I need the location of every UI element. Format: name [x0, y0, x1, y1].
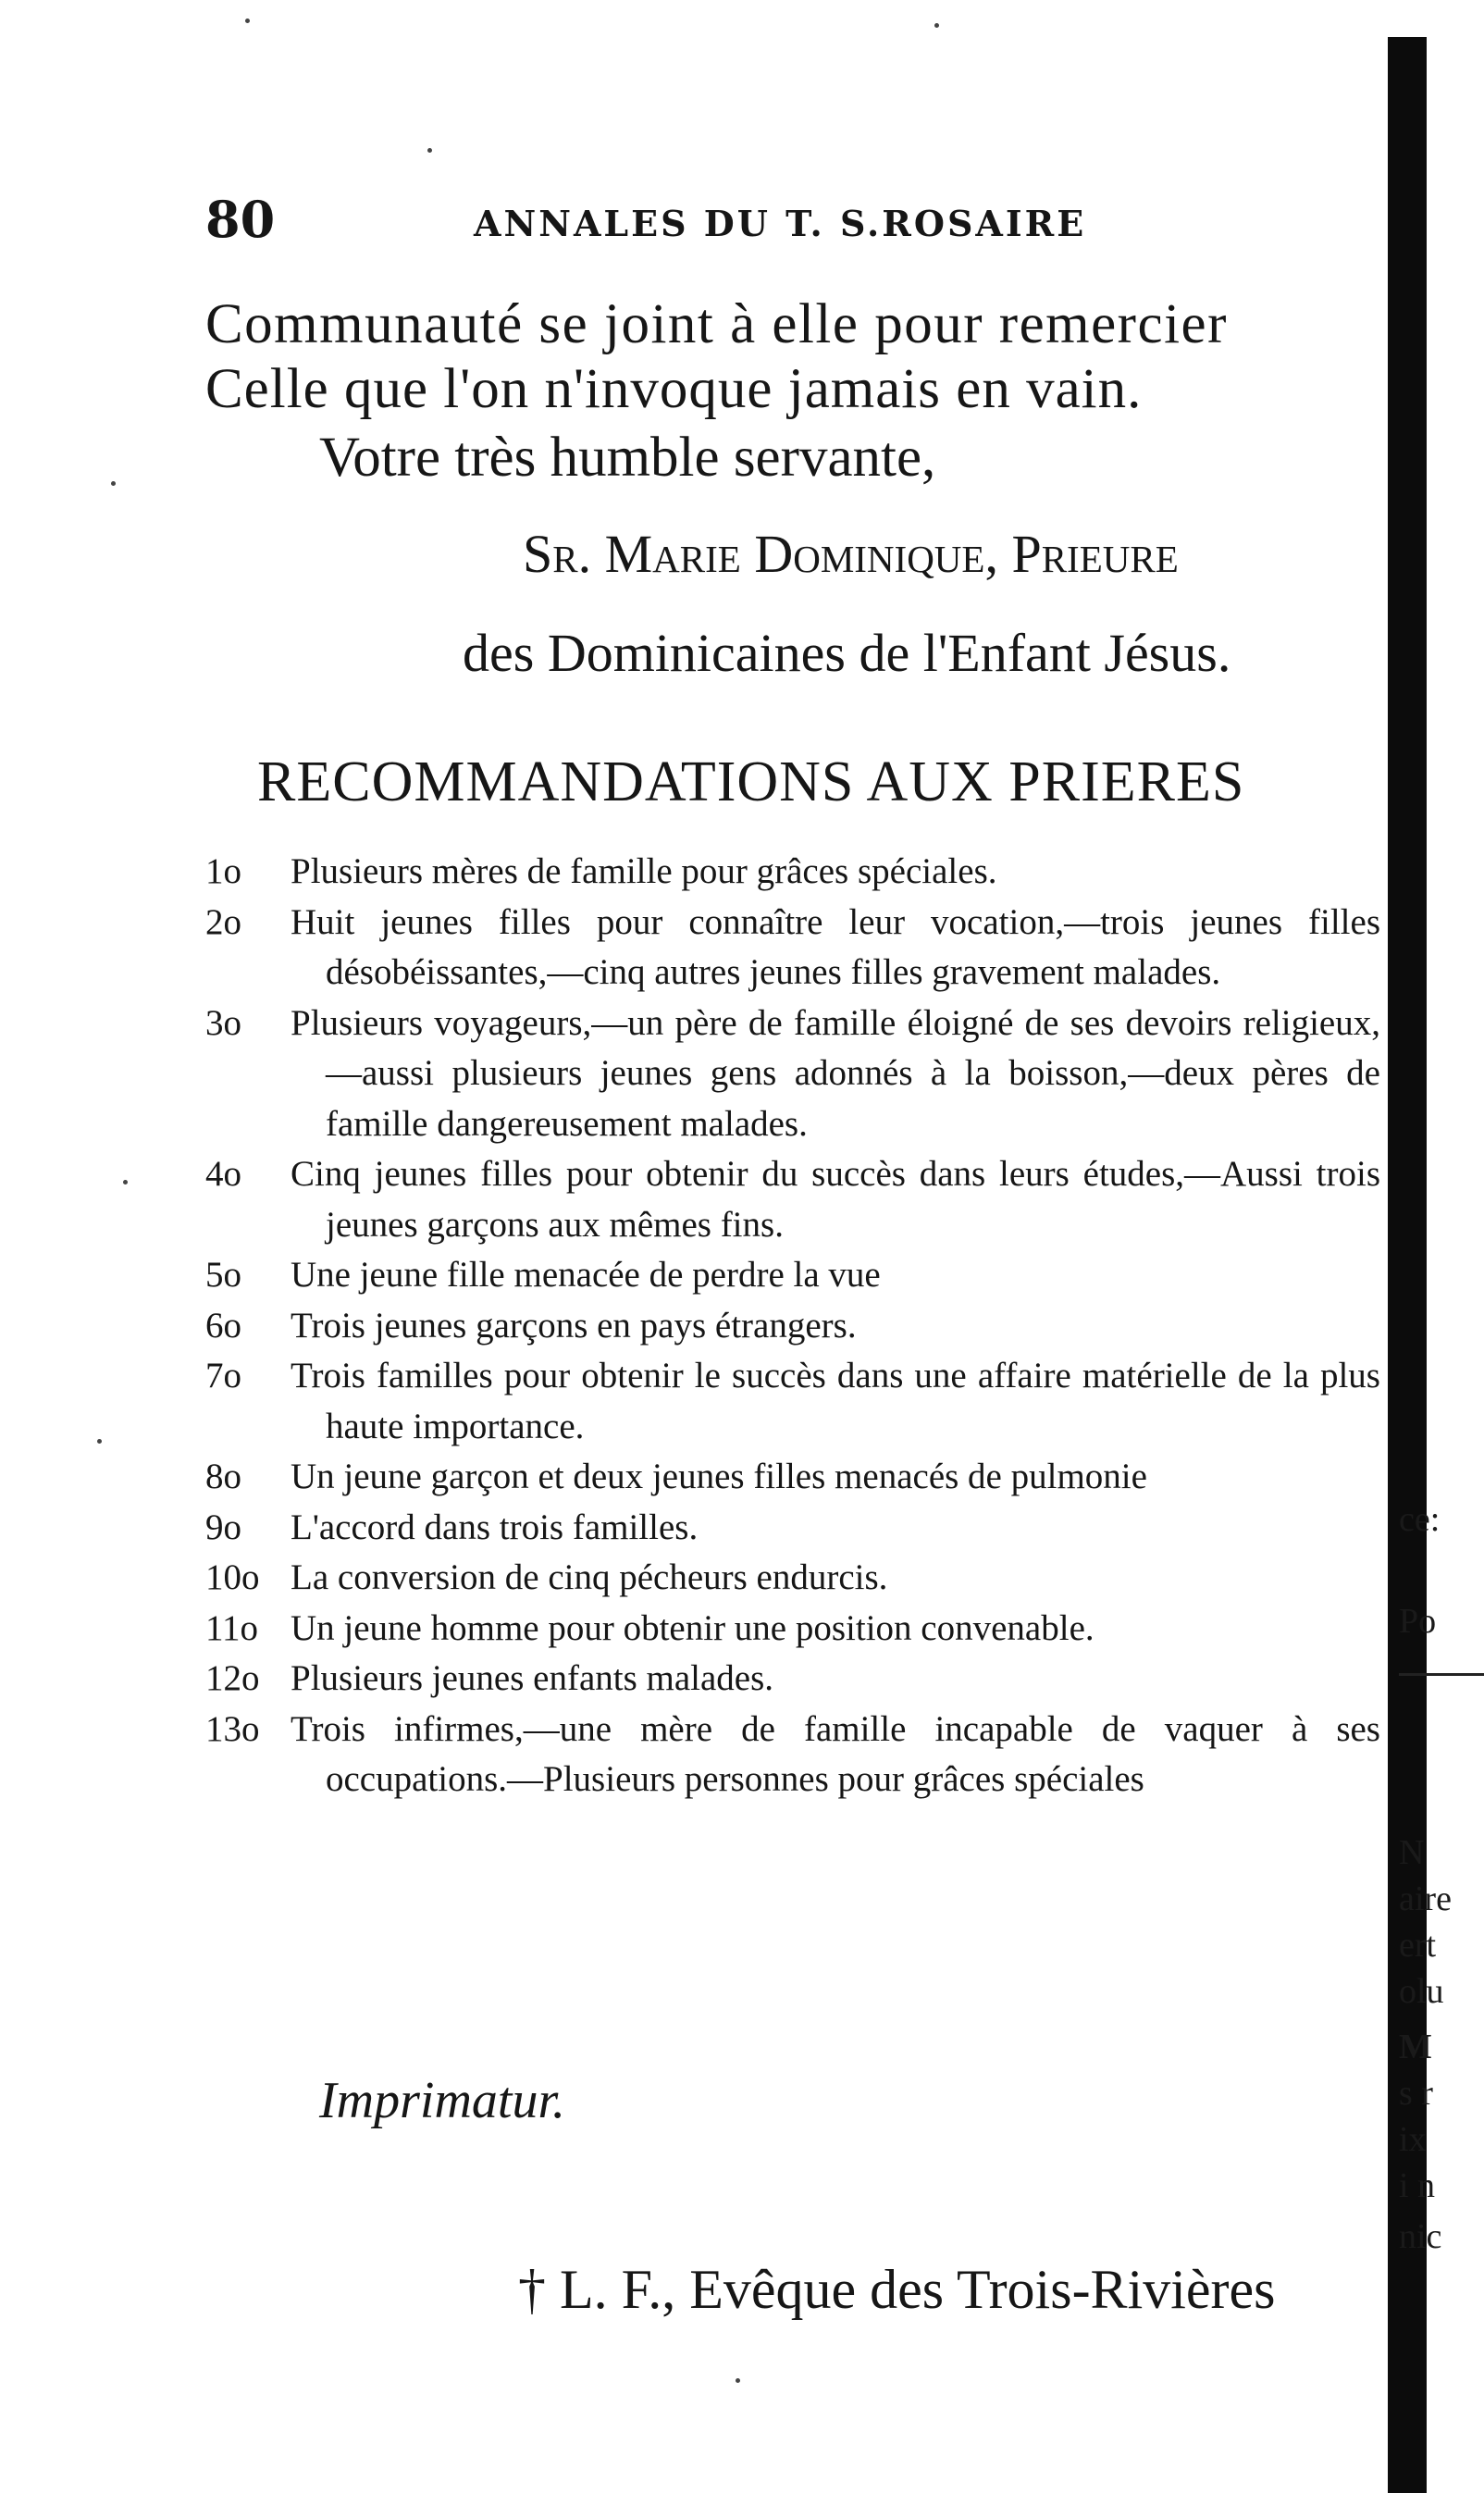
scan-speck [111, 481, 116, 486]
bleed-fragment: aire [1399, 1879, 1452, 1918]
scan-speck [245, 19, 250, 23]
section-title: RECOMMANDATIONS AUX PRIERES [257, 750, 1245, 813]
scan-speck [97, 1439, 102, 1444]
item-number: 1o [205, 851, 241, 891]
bleed-fragment: ert [1399, 1926, 1437, 1965]
item-number: 11o [205, 1607, 259, 1648]
item-text: Plusieurs jeunes enfants malades. [291, 1658, 774, 1698]
list-item [205, 847, 1380, 898]
list-item [205, 898, 1380, 998]
list-item [205, 1604, 1380, 1655]
list-item [205, 1250, 1380, 1301]
bleed-fragment: nic [1399, 2217, 1442, 2256]
list-item [205, 1149, 1380, 1250]
list-item [205, 1301, 1380, 1352]
item-number: 12o [205, 1658, 260, 1698]
item-number: 8o [205, 1457, 241, 1496]
item-text: L'accord dans trois familles. [291, 1507, 699, 1547]
item-number: 4o [205, 1154, 241, 1194]
bleed-fragment: olu [1399, 1972, 1444, 2011]
item-text: Plusieurs voyageurs,—un père de famille éloigné de ses devoirs religieux,—aussi plusieurs jeunes gens adonnés à la boisson,—deux pères de famille dangereusement malades. [291, 1002, 1380, 1144]
bishop-signature: † L. F., Evêque des Trois-Rivières [518, 2259, 1276, 2320]
imprimatur: Imprimatur. [319, 2072, 566, 2129]
item-number: 13o [205, 1708, 260, 1749]
letter-line-3: Votre très humble servante, [319, 427, 936, 489]
bleed-fragment: i n [1399, 2166, 1436, 2205]
item-number: 6o [205, 1305, 241, 1346]
item-text: Un jeune homme pour obtenir une position convenable. [291, 1607, 1094, 1648]
signature-name: Sr. Marie Dominique, Prieure [523, 524, 1179, 584]
list-item [205, 1452, 1380, 1503]
page-number: 80 [205, 190, 276, 249]
running-header [205, 190, 1131, 249]
item-text: Huit jeunes filles pour connaître leur vocation,—trois jeunes filles désobéissantes,—cinq autres jeunes filles gravement malades. [291, 901, 1380, 992]
prayer-list [205, 847, 1380, 1805]
letter-line-1: Communauté se joint à elle pour remercier [205, 293, 1228, 355]
letter-line-2: Celle que l'on n'invoque jamais en vain. [205, 358, 1143, 420]
adjacent-page-bleed [1399, 37, 1484, 2493]
signature-institution: des Dominicaines de l'Enfant Jésus. [463, 623, 1231, 683]
item-text: Trois infirmes,—une mère de famille incapable de vaquer à ses occupations.—Plusieurs personnes pour grâces spéciales [291, 1708, 1380, 1799]
item-number: 2o [205, 901, 241, 942]
list-item [205, 1351, 1380, 1452]
list-item [205, 1553, 1380, 1604]
bleed-fragment: N [1399, 1833, 1425, 1872]
scan-speck [934, 23, 939, 28]
bleed-fragment: s r [1399, 2074, 1433, 2113]
item-number: 9o [205, 1507, 241, 1547]
list-item [205, 998, 1380, 1150]
item-text: Un jeune garçon et deux jeunes filles menacés de pulmonie [291, 1457, 1147, 1496]
item-text: Trois familles pour obtenir le succès dans une affaire matérielle de la plus haute importance. [291, 1356, 1380, 1446]
item-number: 7o [205, 1356, 241, 1395]
bleed-fragment: ix [1399, 2120, 1427, 2159]
item-number: 5o [205, 1255, 241, 1295]
item-text: Une jeune fille menacée de perdre la vue [291, 1255, 881, 1295]
item-number: 10o [205, 1557, 260, 1597]
item-text: Trois jeunes garçons en pays étrangers. [291, 1305, 857, 1346]
bleed-rule [1399, 1673, 1484, 1676]
scan-speck [427, 148, 432, 153]
scan-speck [123, 1180, 128, 1184]
list-item [205, 1503, 1380, 1554]
item-text: Plusieurs mères de famille pour grâces spéciales. [291, 851, 997, 891]
running-title: ANNALES DU T. S.ROSAIRE [474, 203, 1087, 244]
bleed-fragment: Po [1399, 1602, 1437, 1641]
item-text: Cinq jeunes filles pour obtenir du succès dans leurs études,—Aussi trois jeunes garçons aux mêmes fins. [291, 1154, 1380, 1245]
scan-speck [736, 2378, 740, 2383]
bleed-fragment: ce: [1399, 1500, 1441, 1539]
item-number: 3o [205, 1002, 241, 1043]
list-item [205, 1654, 1380, 1705]
bleed-fragment: M [1399, 2028, 1432, 2066]
item-text: La conversion de cinq pécheurs endurcis. [291, 1557, 888, 1597]
list-item [205, 1705, 1380, 1805]
